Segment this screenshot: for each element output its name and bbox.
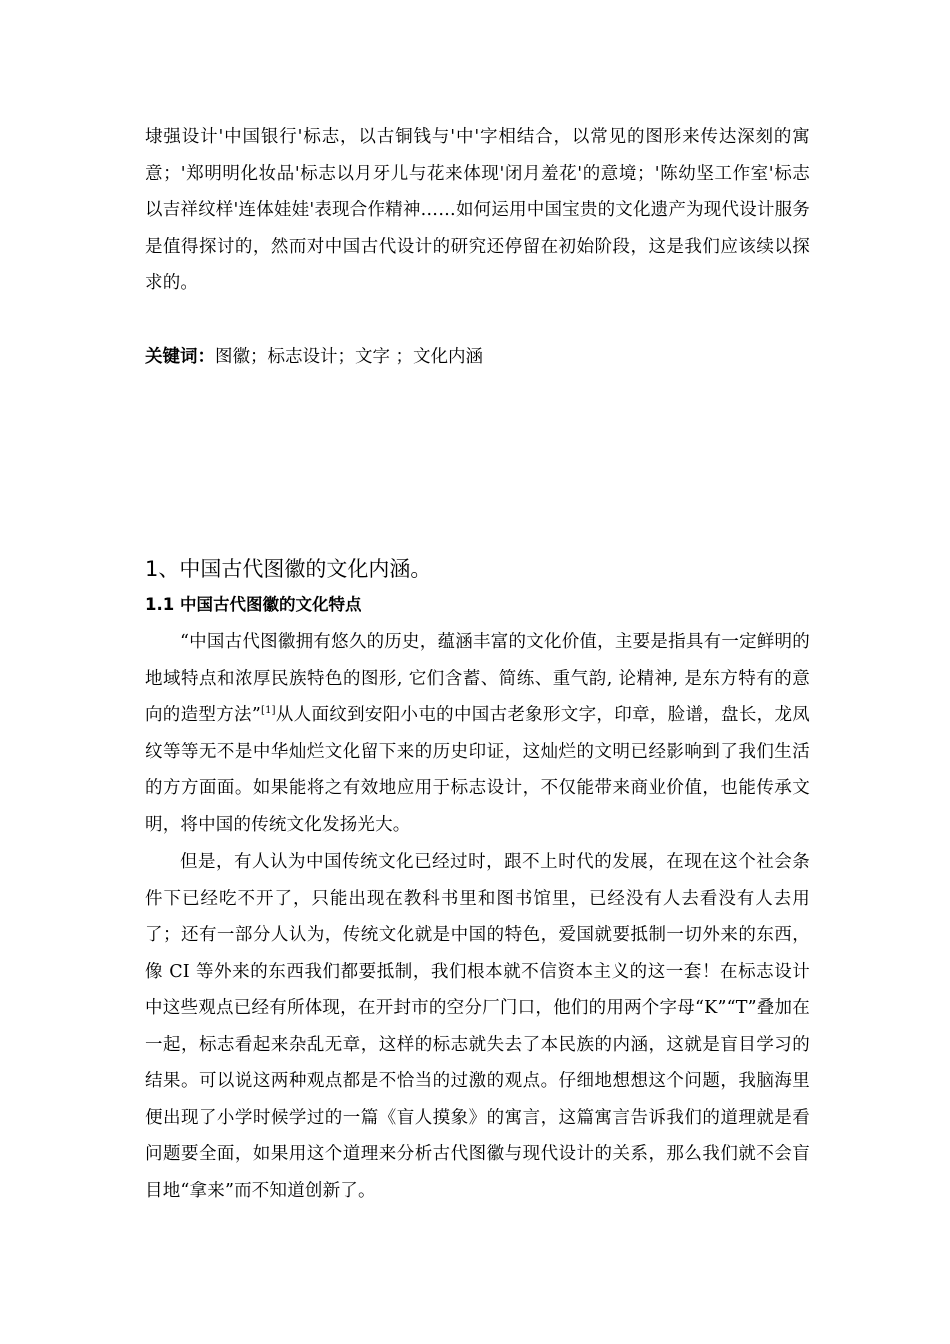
section-heading: 1、中国古代图徽的文化内涵。: [145, 557, 432, 581]
keywords-separator: ：: [197, 347, 215, 367]
subsection-heading: 1.1 中国古代图徽的文化特点: [145, 595, 362, 614]
keywords-items: 图徽；标志设计；文字 ；文化内涵: [215, 347, 484, 367]
citation-marker: [1]: [261, 705, 276, 717]
body-paragraph-1: [145, 624, 810, 843]
paragraph-1-quote: “中国古代图徽拥有悠久的历史，蕴涵丰富的文化价值，主要是指具有一定鲜明的地域特点和浓厚民族特色的图形, 它们含蓄、简练、重气韵, 论精神, 是东方特有的意向的造型方法”: [145, 632, 810, 725]
paragraph-1-rest: 从人面纹到安阳小屯的中国古老象形文字，印章，脸谱，盘长，龙凤纹等等无不是中华灿烂文化留下来的历史印证，这灿烂的文明已经影响到了我们生活的方方面面。如果能将之有效地应用于标志设计，不仅能带来商业价值，也能传承文明，将中国的传统文化发扬光大。: [145, 705, 810, 835]
abstract-paragraph: 埭强设计'中国银行'标志，以古铜钱与'中'字相结合，以常见的图形来传达深刻的寓意；'郑明明化妆品'标志以月牙儿与花来体现'闭月羞花'的意境；'陈幼坚工作室'标志以吉祥纹样'连体娃娃'表现合作精神……如何运用中国宝贵的文化遗产为现代设计服务是值得探讨的，然而对中国古代设计的研究还停留在初始阶段，这是我们应该续以探求的。: [145, 127, 810, 293]
keywords-line: [145, 339, 810, 376]
keywords-label: 关键词: [145, 347, 198, 367]
body-paragraph-2: 但是，有人认为中国传统文化已经过时，跟不上时代的发展，在现在这个社会条件下已经吃不开了，只能出现在教科书里和图书馆里，已经没有人去看没有人去用了；还有一部分人认为，传统文化就是中国的特色，爱国就要抵制一切外来的东西，像 CI 等外来的东西我们都要抵制，我们根本就不信资本主义的这一套！在标志设计中这些观点已经有所体现，在开封市的空分厂门口，他们的用两个字母“K”“T”叠加在一起，标志看起来杂乱无章，这样的标志就失去了本民族的内涵，这就是盲目学习的结果。可以说这两种观点都是不恰当的过激的观点。仔细地想想这个问题，我脑海里便出现了小学时候学过的一篇《盲人摸象》的寓言，这篇寓言告诉我们的道理就是看问题要全面，如果用这个道理来分析古代图徽与现代设计的关系，那么我们就不会盲目地“拿来”而不知道创新了。: [145, 852, 810, 1201]
